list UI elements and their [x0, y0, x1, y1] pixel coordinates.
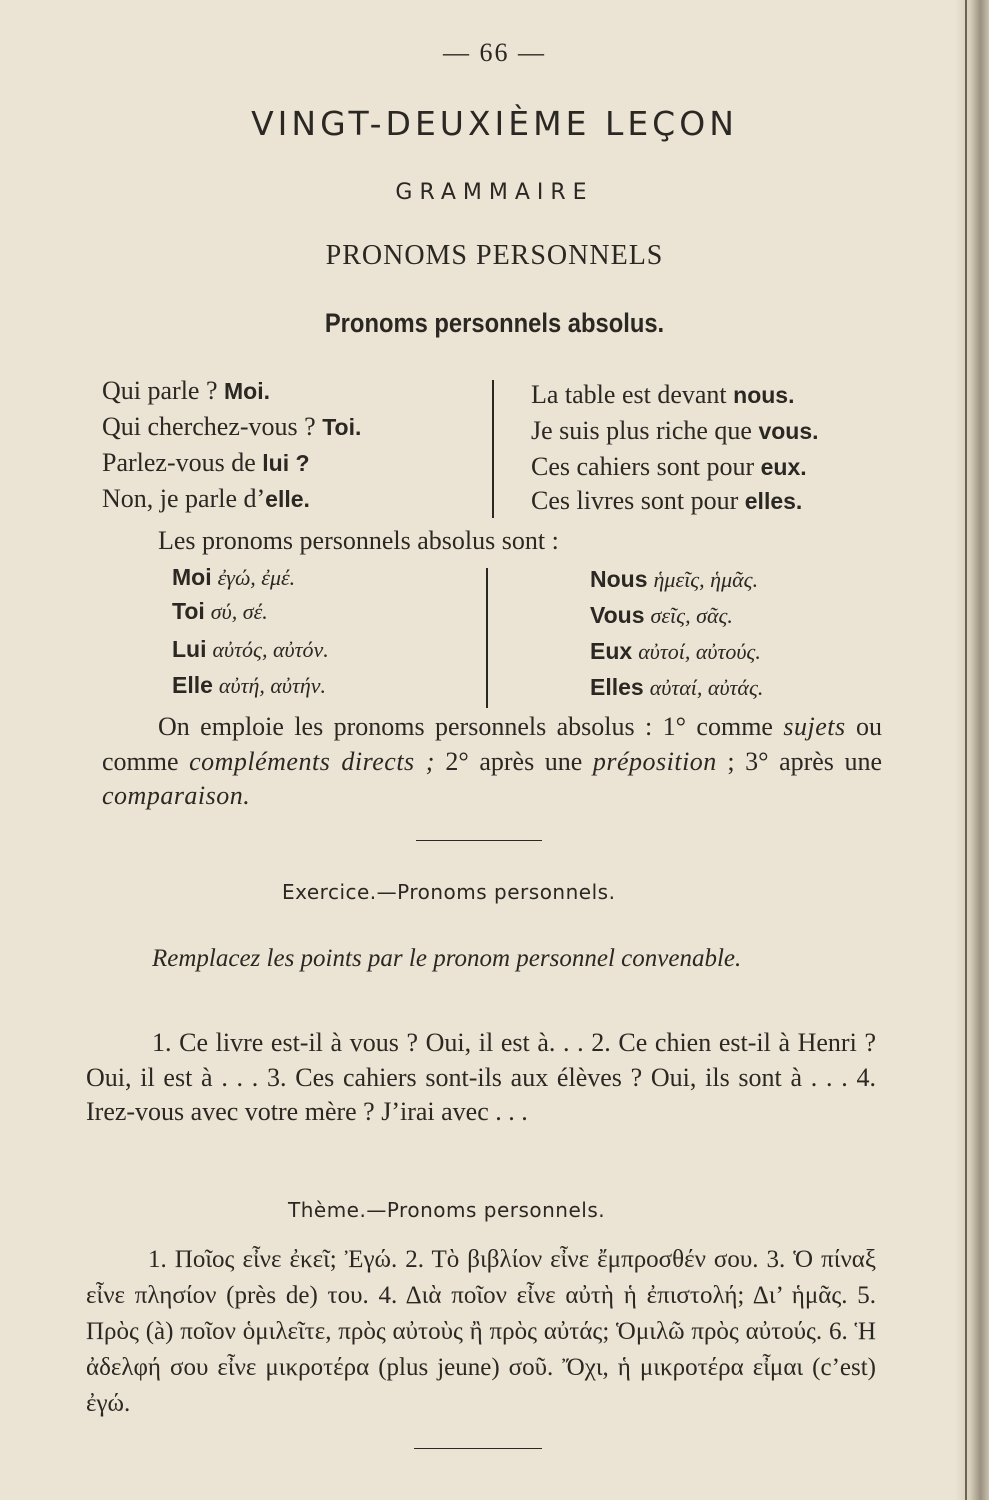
table-left-4: Elle αὐτή, αὐτήν.	[172, 672, 327, 698]
table-right-2: Vous σεῖς, σᾶς.	[590, 602, 733, 628]
separator-1	[416, 840, 542, 841]
example-left-1: Qui parle ? Moi.	[102, 376, 271, 405]
table-right-1: Nous ἡμεῖς, ἡμᾶς.	[590, 566, 759, 592]
table-divider	[486, 568, 488, 708]
topic-heading: PRONOMS PERSONNELS	[325, 240, 664, 271]
examples-divider	[492, 380, 494, 518]
theme-text: 1. Ποῖος εἶνε ἐκεῖ; Ἐγώ. 2. Τὸ βιβλίον εἶνε ἔμπροσθέν σου. 3. Ὁ πίναξ εἶνε πλησίον (près de) του. 4. Διὰ ποῖον εἶνε αὐτὴ ἡ ἐπιστολή; Δι’ ἡμᾶς. 5. Πρὸς (à) ποῖον ὁμιλεῖτε, πρὸς αὐτοὺς ἢ πρὸς αὐτάς; Ὁμιλῶ πρὸς αὐτούς. 6. Ἡ ἀδελφή σου εἶνε μικροτέρα (plus jeune) σοῦ. Ὄχι, ἡ μικροτέρα εἶμαι (c’est) ἐγώ.	[86, 1246, 876, 1417]
example-left-3: Parlez-vous de lui ?	[102, 448, 310, 477]
example-right-2: Je suis plus riche que vous.	[531, 416, 819, 445]
subtopic-heading: Pronoms personnels absolus.	[324, 308, 665, 338]
intro-line: Les pronoms personnels absolus sont :	[158, 526, 559, 555]
table-right-3: Eux αὐτοί, αὐτούς.	[590, 638, 761, 664]
table-left-3: Lui αὐτός, αὐτόν.	[172, 636, 329, 662]
section-heading: GRAMMAIRE	[395, 180, 594, 205]
theme-heading: Thème.—Pronoms personnels.	[288, 1198, 606, 1222]
example-right-1: La table est devant nous.	[531, 380, 795, 409]
example-left-2: Qui cherchez-vous ? Toi.	[102, 412, 362, 441]
exercise-text: 1. Ce livre est-il à vous ? Oui, il est à. . . 2. Ce chien est-il à Henri ? Oui, il est à . . . 3. Ces cahiers sont-ils aux élèves ? Oui, ils sont à . . . 4. Irez-vous avec votre mère ? J’irai avec . . .	[86, 1028, 876, 1126]
separator-2	[414, 1448, 542, 1449]
exercise-heading: Exercice.—Pronoms personnels.	[282, 880, 616, 904]
page-gutter	[955, 0, 989, 1500]
table-left-1: Moi ἐγώ, ἐμέ.	[172, 564, 296, 590]
example-left-4: Non, je parle d’elle.	[102, 484, 310, 513]
table-right-4: Elles αὐταί, αὐτάς.	[590, 674, 764, 700]
lesson-title: VINGT-DEUXIÈME LEÇON	[251, 104, 738, 143]
table-left-2: Toi σύ, σέ.	[172, 598, 268, 624]
page-number: — 66 —	[443, 38, 546, 67]
exercise-instruction: Remplacez les points par le pronom personnel convenable.	[152, 945, 742, 972]
example-right-4: Ces livres sont pour elles.	[531, 486, 803, 515]
gutter-edge	[965, 0, 967, 1500]
usage-paragraph: On emploie les pronoms personnels absolus : 1° comme sujets ou comme compléments directs ; 2° après une préposition ; 3° après une comparaison.	[102, 712, 883, 810]
example-right-3: Ces cahiers sont pour eux.	[531, 452, 807, 481]
